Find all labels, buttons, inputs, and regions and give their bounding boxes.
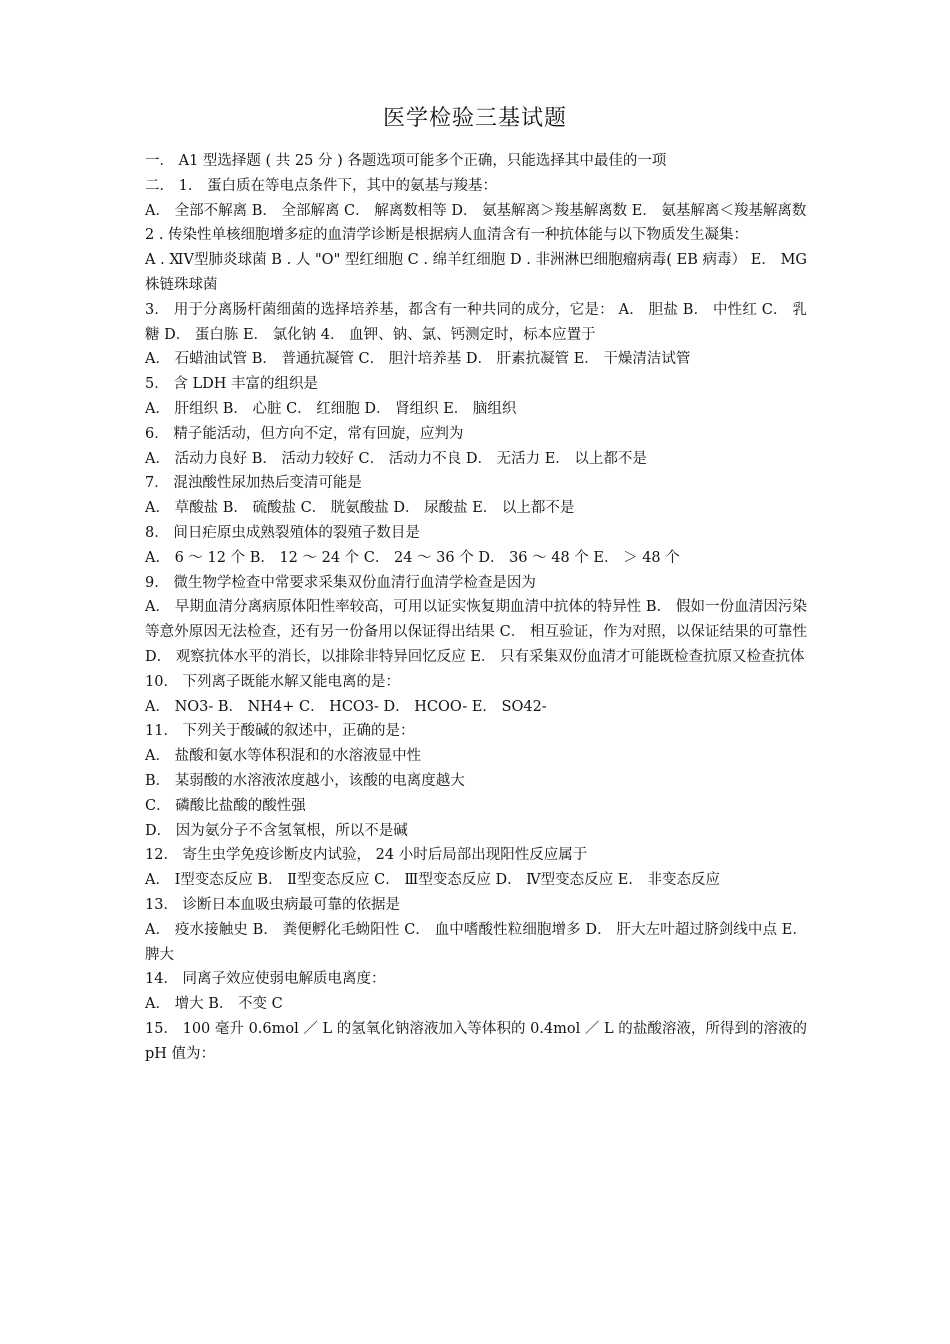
- question-12: 12． 寄生虫学免疫诊断皮内试验， 24 小时后局部出现阳性反应属于: [145, 847, 588, 864]
- question-2: 2 . 传染性单核细胞增多症的血清学诊断是根据病人血清含有一种抗体能与以下物质发生凝集：: [145, 227, 749, 244]
- question-3-4: 3． 用于分离肠杆菌细菌的选择培养基，都含有一种共同的成分，它是： A． 胆盐 B． 中性红 C． 乳糖 D． 蛋白胨 E． 氯化钠 4． 血钾、钠、氯、钙测定时，标本应置于: [145, 301, 807, 343]
- question-13-options: A． 疫水接触史 B． 粪便孵化毛蚴阳性 C． 血中嗜酸性粒细胞增多 D． 肝大左叶超过脐剑线中点 E． 脾大: [145, 921, 807, 963]
- document-body: [145, 149, 807, 1066]
- question-14: 14． 同离子效应使弱电解质电离度：: [145, 971, 386, 988]
- question-5: 5． 含 LDH 丰富的组织是: [145, 376, 318, 393]
- question-6-options: A． 活动力良好 B． 活动力较好 C． 活动力不良 D． 无活力 E． 以上都不是: [145, 450, 647, 467]
- question-11-option-a: A． 盐酸和氨水等体积混和的水溶液显中性: [145, 748, 422, 765]
- question-11-option-c: C． 磷酸比盐酸的酸性强: [145, 797, 306, 814]
- question-14-options: A． 增大 B． 不变 C: [145, 996, 283, 1013]
- question-10: 10． 下列离子既能水解又能电离的是：: [145, 673, 401, 690]
- document-title: 医学检验三基试题: [382, 106, 567, 131]
- question-2-options: A . ⅪⅤ型肺炎球菌 B . 人 "O" 型红细胞 C . 绵羊红细胞 D . 非洲淋巴细胞瘤病毒( EB 病毒） E． MG 株链珠球菌: [145, 252, 807, 293]
- question-7: 7． 混浊酸性尿加热后变清可能是: [145, 475, 362, 492]
- question-8-options: A． 6 ～ 12 个 B． 12 ～ 24 个 C． 24 ～ 36 个 D． 36 ～ 48 个 E． ＞ 48 个: [145, 549, 680, 566]
- question-6: 6． 精子能活动，但方向不定，常有回旋，应判为: [145, 425, 464, 442]
- question-13: 13． 诊断日本血吸虫病最可靠的依据是: [145, 896, 401, 913]
- section-heading: 一． A1 型选择题 ( 共 25 分 ) 各题选项可能多个正确，只能选择其中最佳的一项: [145, 153, 667, 169]
- question-9: 9． 微生物学检查中常要求采集双份血清行血清学检查是因为: [145, 574, 536, 591]
- question-9-options: A． 早期血清分离病原体阳性率较高，可用以证实恢复期血清中抗体的特异性 B． 假如一份血清因污染等意外原因无法检查，还有另一份备用以保证得出结果 C． 相互验证，作为对照，以保证结果的可靠性 D． 观察抗体水平的消长，以排除非特异回忆反应 E． 只有采集双份血清才可能既检查抗原又检查抗体: [145, 599, 807, 665]
- question-1-options: A． 全部不解离 B． 全部解离 C． 解离数相等 D． 氨基解离＞羧基解离数 E． 氨基解离＜羧基解离数: [145, 202, 807, 219]
- question-7-options: A． 草酸盐 B． 硫酸盐 C． 胱氨酸盐 D． 尿酸盐 E． 以上都不是: [145, 500, 575, 517]
- question-11-option-d: D． 因为氨分子不含氢氧根，所以不是碱: [145, 822, 408, 839]
- question-8: 8． 间日疟原虫成熟裂殖体的裂殖子数目是: [145, 524, 420, 541]
- question-1: 二． 1． 蛋白质在等电点条件下，其中的氨基与羧基：: [145, 177, 497, 194]
- question-11-option-b: B． 某弱酸的水溶液浓度越小，该酸的电离度越大: [145, 772, 465, 789]
- question-11: 11． 下列关于酸碱的叙述中，正确的是：: [145, 723, 415, 740]
- question-12-options: A． Ⅰ型变态反应 B． Ⅱ型变态反应 C． Ⅲ型变态反应 D． Ⅳ型变态反应 E． 非变态反应: [145, 872, 720, 889]
- question-4-options: A． 石蜡油试管 B． 普通抗凝管 C． 胆汁培养基 D． 肝素抗凝管 E． 干燥清洁试管: [145, 351, 691, 368]
- question-5-options: A． 肝组织 B． 心脏 C． 红细胞 D． 肾组织 E． 脑组织: [145, 400, 517, 417]
- question-15: 15． 100 毫升 0.6mol ／ L 的氢氧化钠溶液加入等体积的 0.4mol ／ L 的盐酸溶液，所得到的溶液的 pH 值为：: [145, 1020, 807, 1062]
- question-10-options: A． NO3- B． NH4+ C． HCO3- D． HCOO- E． SO42-: [145, 698, 547, 715]
